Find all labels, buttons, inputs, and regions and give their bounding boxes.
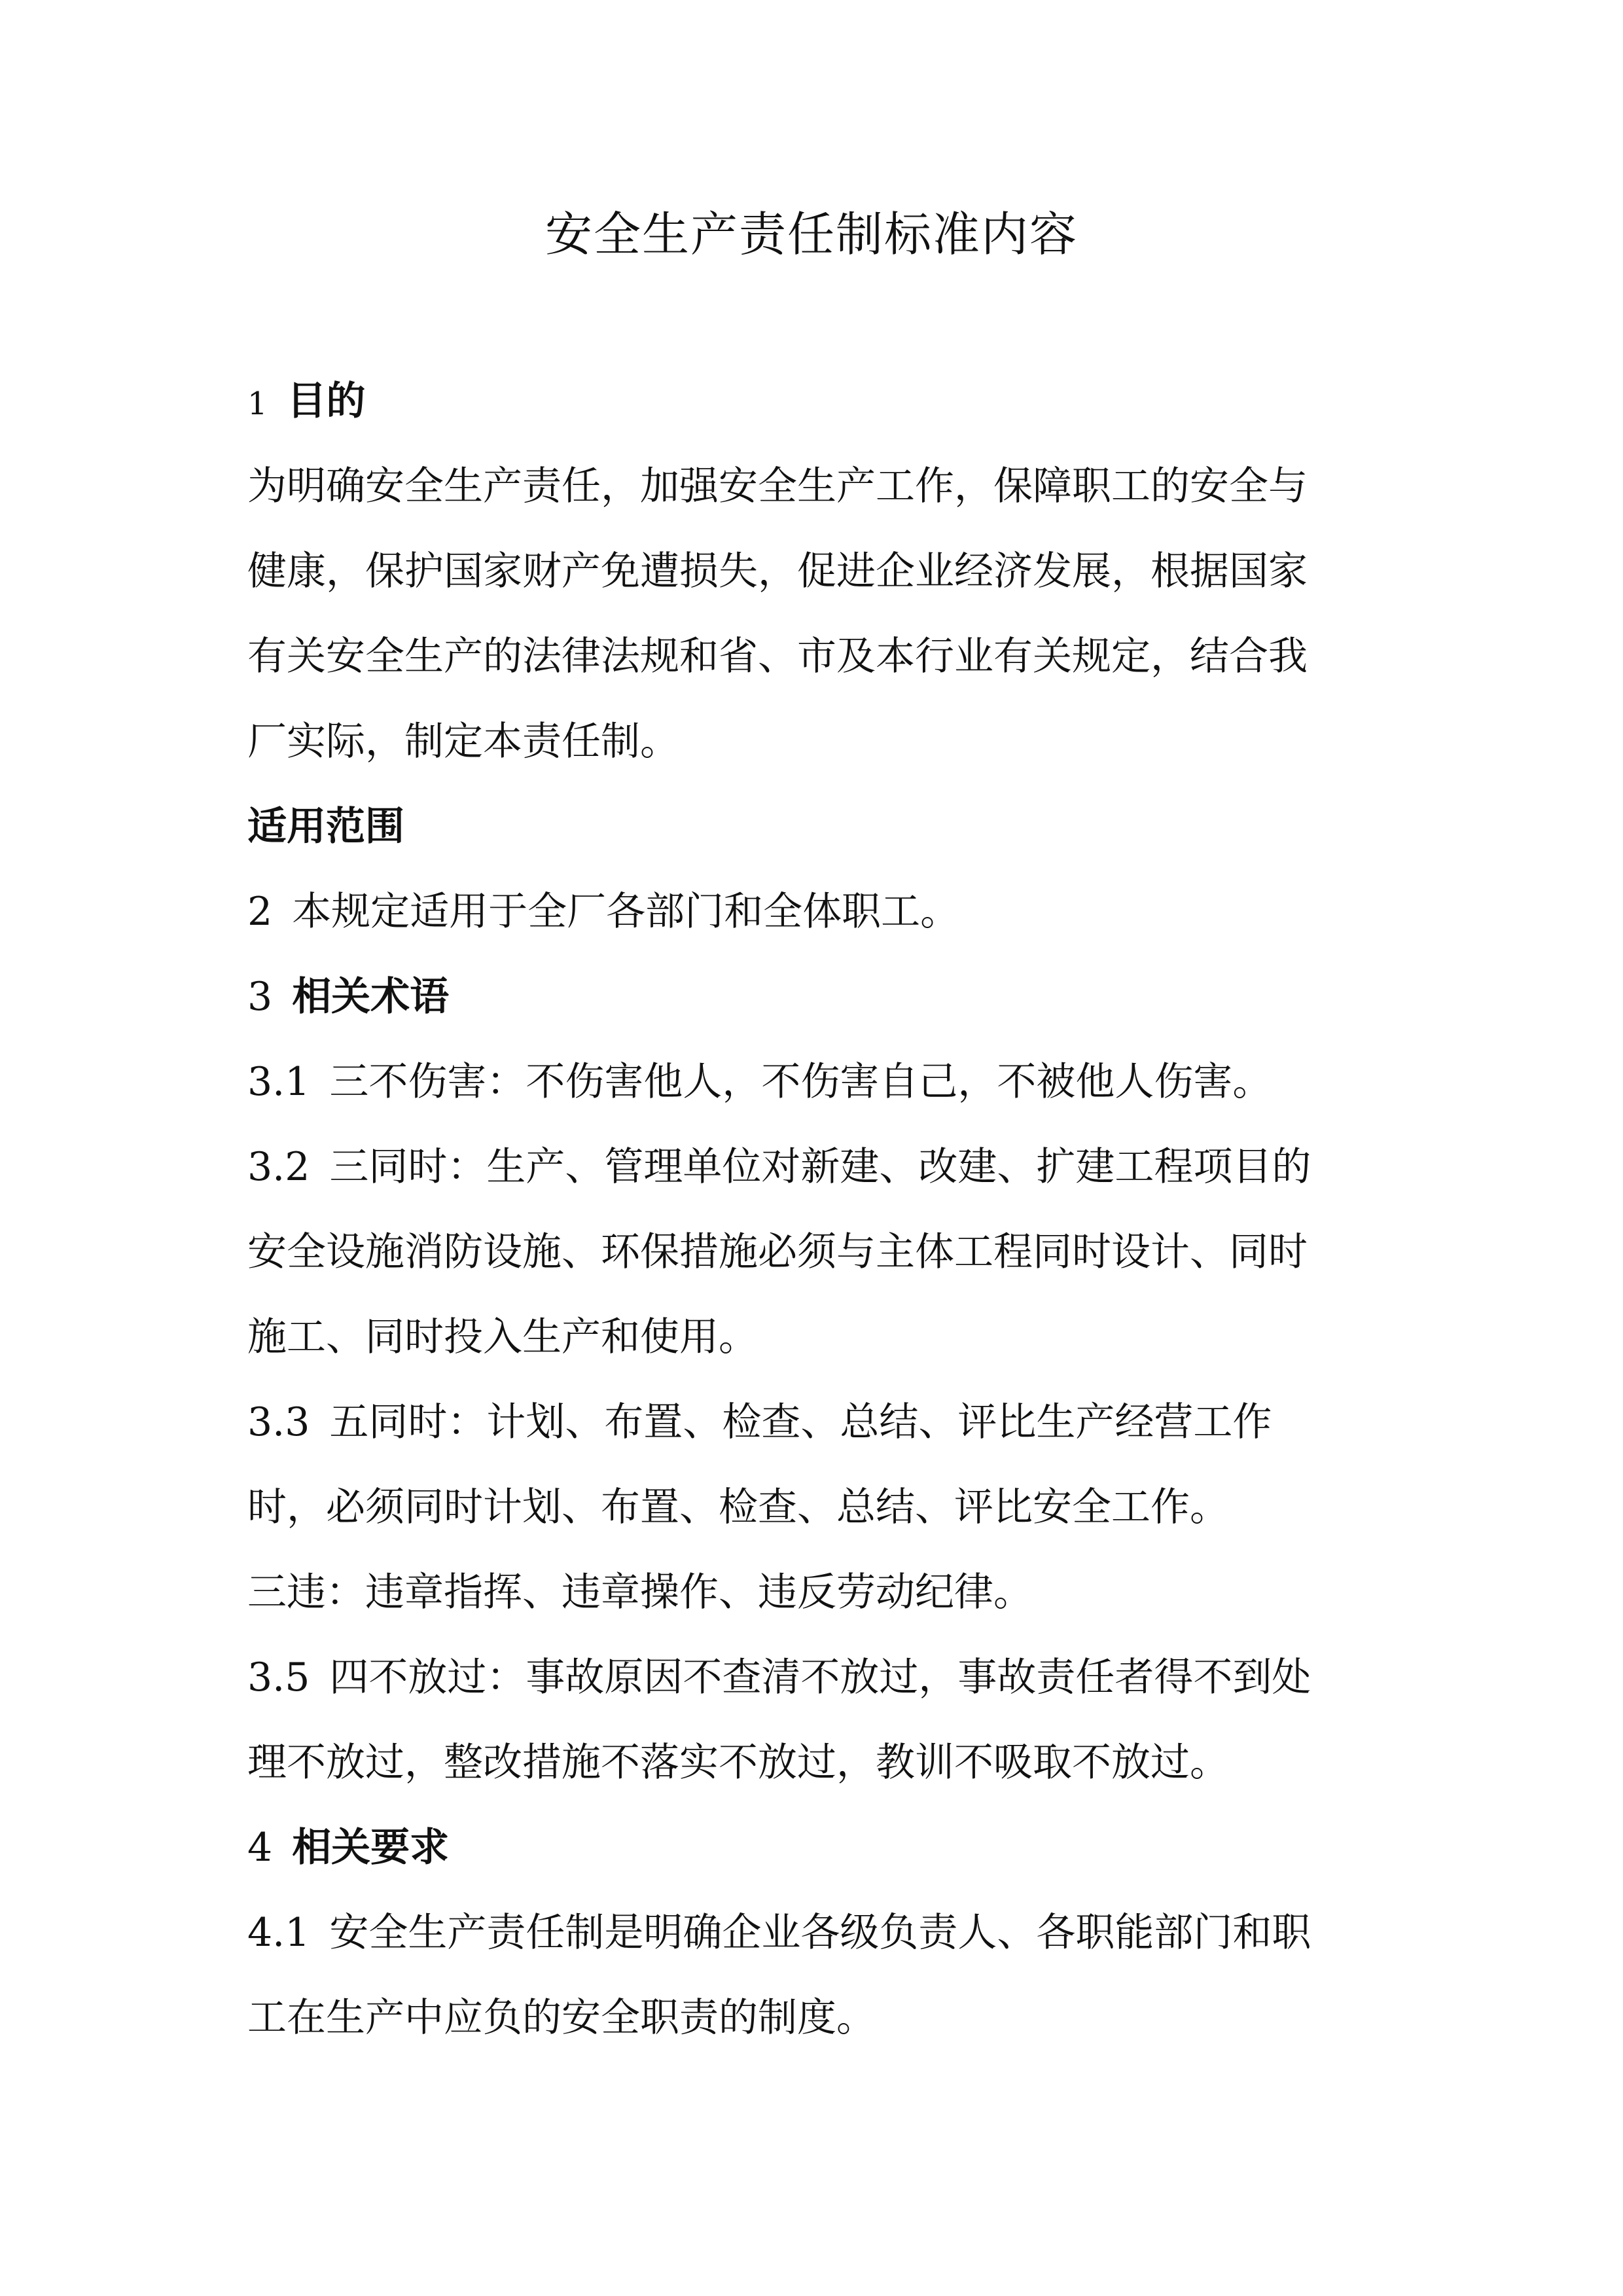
line-text: 本规定适用于全厂各部门和全体职工。 [292,889,960,935]
paragraph-line [247,1635,1366,1720]
section-number: 3.1 [247,1059,310,1105]
line-text: 厂实际，制定本责任制。 [247,719,679,764]
heading-text: 适用范围 [247,804,404,850]
paragraph-line [247,699,1366,784]
paragraph-line [247,444,1366,529]
document-body [247,359,1366,2060]
section-heading [247,1805,1366,1890]
section-number: 1 [247,386,268,422]
section-number: 3.2 [247,1144,310,1190]
section-number: 4.1 [247,1910,310,1956]
line-text: 为明确安全生产责任，加强安全生产工作，保障职工的安全与 [247,463,1308,509]
line-text: 四不放过：事故原因不查清不放过，事故责任者得不到处 [329,1655,1311,1700]
paragraph-line [247,1210,1366,1295]
line-text: 健康，保护国家财产免遭损失，促进企业经济发展，根据国家 [247,548,1308,594]
paragraph-line [247,1380,1366,1465]
paragraph-line [247,1039,1366,1124]
line-text: 安全生产责任制是明确企业各级负责人、各职能部门和职 [329,1910,1311,1956]
paragraph-line [247,614,1366,699]
paragraph-line [247,1124,1366,1210]
section-number: 3.5 [247,1655,310,1700]
heading-text: 目的 [287,378,366,424]
heading-text: 相关要求 [292,1825,450,1871]
line-text: 工在生产中应负的安全职责的制度。 [247,1995,876,2041]
line-text: 施工、同时投入生产和使用。 [247,1314,758,1360]
heading-text: 相关术语 [292,974,450,1020]
paragraph-line [247,1890,1366,1975]
line-text: 三违：违章指挥、违章操作、违反劳动纪律。 [247,1570,1033,1615]
paragraph-line [247,869,1366,954]
paragraph-line [247,1295,1366,1380]
section-number: 3.3 [247,1399,310,1445]
page-title: 安全生产责任制标准内容 [544,207,1078,262]
line-text: 有关安全生产的法律法规和省、市及本行业有关规定，结合我 [247,634,1308,679]
paragraph-line [247,1465,1366,1550]
line-text: 时，必须同时计划、布置、检查、总结、评比安全工作。 [247,1484,1229,1530]
paragraph-line [247,1975,1366,2060]
section-heading [247,784,1366,869]
section-number: 4 [247,1825,273,1871]
line-text: 三同时：生产、管理单位对新建、改建、扩建工程项目的 [329,1144,1311,1190]
paragraph-line [247,529,1366,614]
section-heading [247,954,1366,1039]
line-text: 理不放过，整改措施不落实不放过，教训不吸取不放过。 [247,1740,1229,1785]
line-text: 三不伤害：不伤害他人，不伤害自己，不被他人伤害。 [329,1059,1272,1105]
line-text: 五同时：计划、布置、检查、总结、评比生产经营工作 [329,1399,1272,1445]
section-number: 3 [247,974,273,1020]
paragraph-line [247,1720,1366,1805]
section-heading [247,359,1366,444]
line-text: 安全设施消防设施、环保措施必须与主体工程同时设计、同时 [247,1229,1308,1275]
section-number: 2 [247,889,273,935]
paragraph-line [247,1550,1366,1635]
